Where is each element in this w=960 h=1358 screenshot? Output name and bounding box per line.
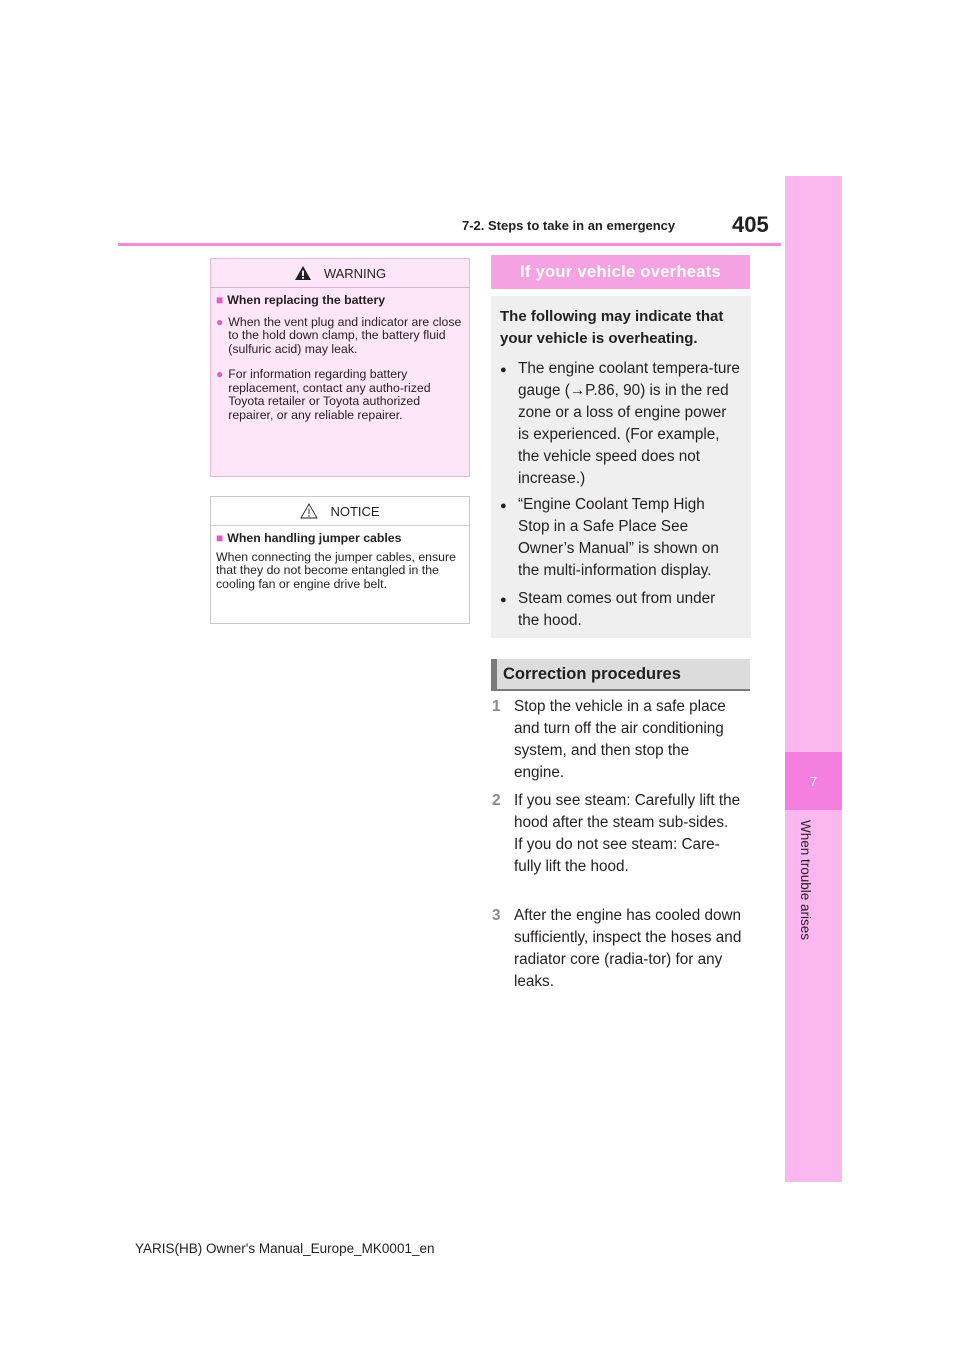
page-number: 405: [732, 212, 769, 237]
notice-box-header: [211, 497, 469, 526]
bullet-icon: ●: [500, 364, 507, 376]
warning-box: [210, 258, 470, 477]
list-item: ● For information regarding battery replacement, contact any autho-rized Toyota retailer or Toyota authorized repairer, or any reliable repairer.: [216, 367, 431, 422]
step-item: [492, 696, 742, 784]
notice-subheading: ■ When handling jumper cables: [216, 531, 402, 545]
overheat-lead: The following may indicate that your vehicle is overheating.: [500, 308, 724, 347]
circle-bullet-icon: ●: [216, 314, 224, 329]
notice-title: NOTICE: [330, 503, 380, 519]
list-item: ● Steam comes out from under the hood.: [500, 588, 740, 632]
bullet-icon: ●: [500, 594, 507, 606]
circle-bullet-icon: ●: [216, 367, 224, 381]
correction-heading: Correction procedures: [491, 659, 750, 691]
list-item: ● When the vent plug and indicator are close to the hold down clamp, the battery fluid (sulfuric acid) may leak.: [216, 314, 462, 356]
step-text: If you see steam: Carefully lift the hood after the steam sub-sides. If you do not see steam: Care-fully lift the hood.: [514, 792, 741, 875]
caution-triangle-icon: [300, 503, 318, 519]
document-footer: YARIS(HB) Owner's Manual_Europe_MK0001_en: [135, 1241, 435, 1256]
step-number: 1: [492, 698, 501, 715]
section-title: 7-2. Steps to take in an emergency: [462, 218, 676, 233]
step-number: 3: [492, 907, 501, 924]
square-bullet-icon: ■: [216, 293, 224, 307]
overheat-banner: If your vehicle overheats: [491, 255, 750, 289]
step-item: [492, 790, 742, 878]
warning-box-header: [211, 259, 469, 288]
step-item: [492, 905, 742, 993]
list-item: ● The engine coolant tempera-ture gauge (→P.86, 90) is in the red zone or a loss of engine power is experienced. (For example, the vehicle speed does not increase.): [500, 358, 740, 490]
chapter-number: 7: [785, 752, 842, 810]
square-bullet-icon: ■: [216, 531, 224, 545]
chapter-side-tab: [785, 176, 842, 1182]
list-item: ● “Engine Coolant Temp High Stop in a Safe Place See Owner’s Manual” is shown on the multi-information display.: [500, 494, 740, 582]
step-text: Stop the vehicle in a safe place and turn off the air conditioning system, and then stop the engine.: [514, 698, 726, 781]
warning-subheading: ■ When replacing the battery: [216, 293, 386, 307]
warning-title: WARNING: [323, 265, 387, 281]
header-rule: [118, 243, 781, 246]
notice-text: When connecting the jumper cables, ensure that they do not become entangled in the cooling fan or engine drive belt.: [216, 549, 456, 591]
notice-box: [210, 496, 470, 624]
warning-triangle-icon: [294, 265, 312, 281]
bullet-icon: ●: [500, 500, 507, 512]
step-text: After the engine has cooled down sufficiently, inspect the hoses and radiator core (radia-tor) for any leaks.: [514, 907, 742, 990]
step-number: 2: [492, 792, 501, 809]
chapter-title: When trouble arises: [798, 820, 813, 941]
